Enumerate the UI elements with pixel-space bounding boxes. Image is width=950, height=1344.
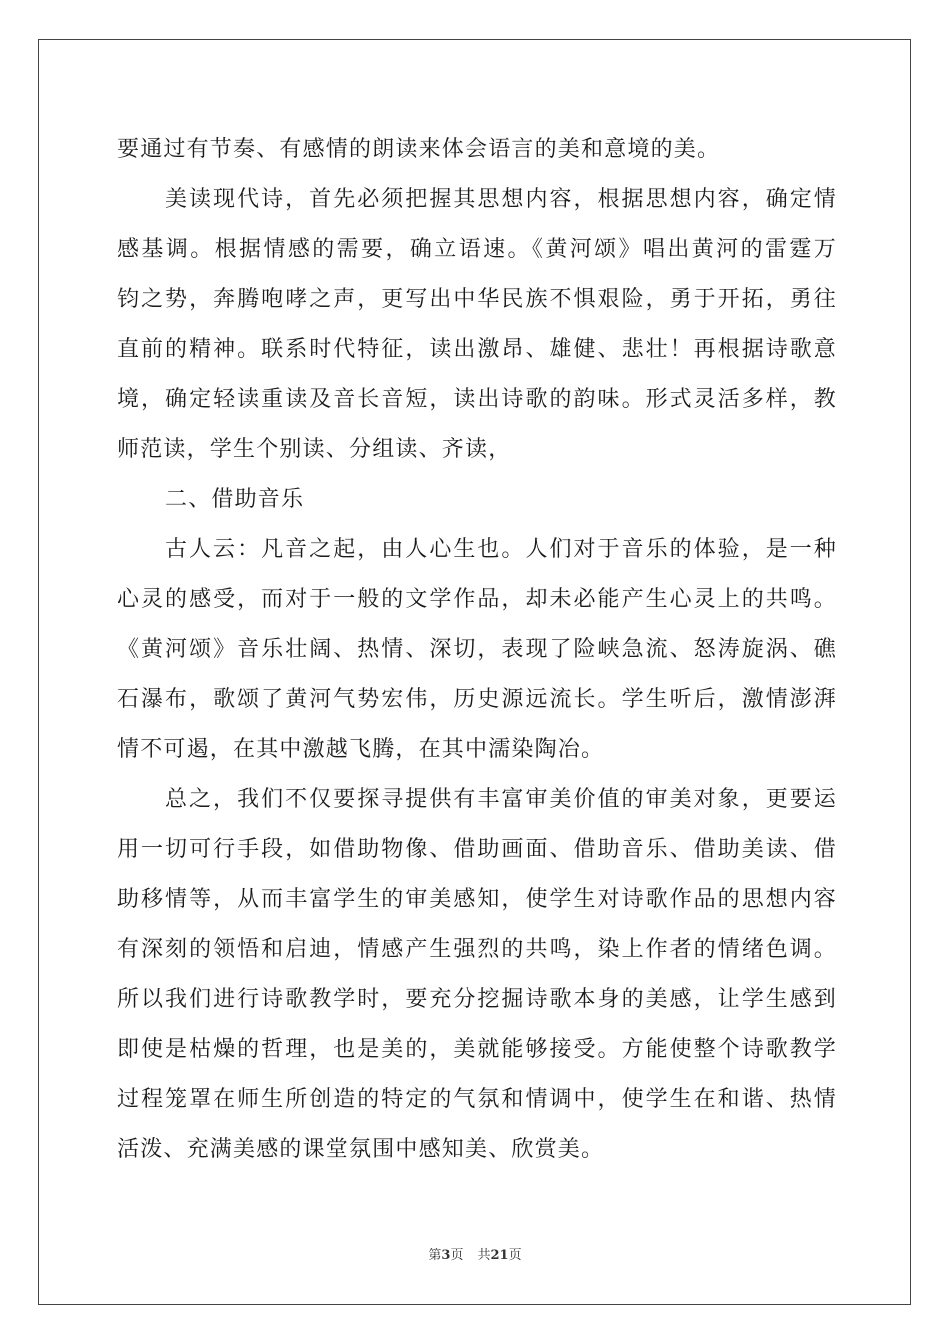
text-line: 钧之势，奔腾咆哮之声，更写出中华民族不惧艰险，勇于开拓，勇往 bbox=[117, 287, 837, 312]
text-line: 心灵的感受，而对于一般的文学作品，却未必能产生心灵上的共鸣。 bbox=[117, 587, 837, 612]
text-line: 师范读，学生个别读、分组读、齐读， bbox=[117, 437, 512, 462]
text-line: 有深刻的领悟和启迪，情感产生强烈的共鸣，染上作者的情绪色调。 bbox=[117, 937, 837, 962]
text-line: 要通过有节奏、有感情的朗读来体会语言的美和意境的美。 bbox=[117, 137, 721, 162]
text-line: 活泼、充满美感的课堂氛围中感知美、欣赏美。 bbox=[117, 1137, 605, 1162]
page-number: 3 bbox=[441, 1248, 451, 1263]
page-unit: 页 bbox=[450, 1248, 464, 1263]
text-line: 即使是枯燥的哲理，也是美的，美就能够接受。方能使整个诗歌教学 bbox=[117, 1037, 837, 1062]
total-unit: 页 bbox=[508, 1248, 522, 1263]
text-line: 过程笼罩在师生所创造的特定的气氛和情调中，使学生在和谐、热情 bbox=[117, 1087, 837, 1112]
text-line: 所以我们进行诗歌教学时，要充分挖掘诗歌本身的美感，让学生感到 bbox=[117, 987, 837, 1012]
text-line: 情不可遏，在其中激越飞腾，在其中濡染陶冶。 bbox=[117, 737, 605, 762]
text-line: 石瀑布，歌颂了黄河气势宏伟，历史源远流长。学生听后，激情澎湃 bbox=[117, 687, 837, 712]
text-line: 古人云：凡音之起，由人心生也。人们对于音乐的体验，是一种 bbox=[165, 537, 837, 562]
text-line: 用一切可行手段，如借助物像、借助画面、借助音乐、借助美读、借 bbox=[117, 837, 837, 862]
text-line: 直前的精神。联系时代特征，读出激昂、雄健、悲壮！再根据诗歌意 bbox=[117, 337, 837, 362]
total-pages: 21 bbox=[490, 1248, 509, 1263]
total-prefix: 共 bbox=[477, 1248, 491, 1263]
section-heading: 二、借助音乐 bbox=[165, 487, 305, 512]
text-line: 感基调。根据情感的需要，确立语速。《黄河颂》唱出黄河的雷霆万 bbox=[117, 237, 837, 262]
text-line: 助移情等，从而丰富学生的审美感知，使学生对诗歌作品的思想内容 bbox=[117, 887, 837, 912]
text-line: 境，确定轻读重读及音长音短，读出诗歌的韵味。形式灵活多样，教 bbox=[117, 387, 837, 412]
page-footer bbox=[0, 1244, 950, 1263]
page-prefix: 第 bbox=[428, 1248, 442, 1263]
text-line: 《黄河颂》音乐壮阔、热情、深切，表现了险峡急流、怒涛旋涡、礁 bbox=[117, 637, 837, 662]
text-line: 美读现代诗，首先必须把握其思想内容，根据思想内容，确定情 bbox=[165, 187, 837, 212]
text-line: 总之，我们不仅要探寻提供有丰富审美价值的审美对象，更要运 bbox=[165, 787, 837, 812]
